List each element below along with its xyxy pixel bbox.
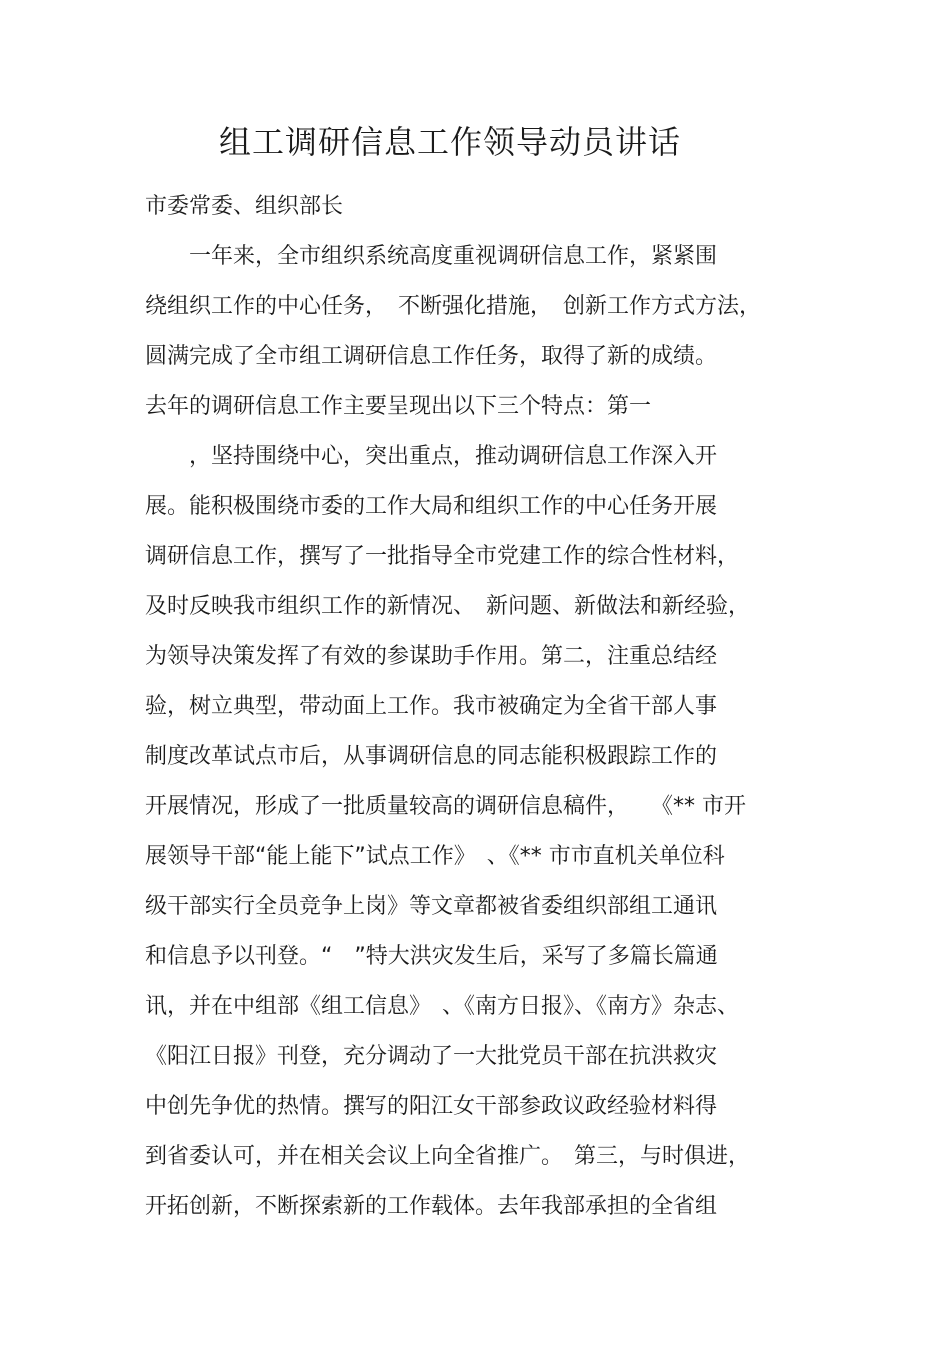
- body-line: 展。能积极围绕市委的工作大局和组织工作的中心任务开展: [145, 494, 718, 519]
- body-line: 中创先争优的热情。撰写的阳江女干部参政议政经验材料得: [145, 1094, 718, 1119]
- body-line: 开展情况，形成了一批质量较高的调研信息稿件， 《** 市开: [145, 794, 746, 819]
- body-line: 绕组织工作的中心任务， 不断强化措施， 创新工作方式方法，: [145, 294, 762, 319]
- body-line: 去年的调研信息工作主要呈现出以下三个特点：第一: [145, 394, 652, 419]
- body-line: ，坚持围绕中心，突出重点，推动调研信息工作深入开: [145, 444, 718, 469]
- body-line: 调研信息工作，撰写了一批指导全市党建工作的综合性材料，: [145, 544, 740, 569]
- speaker-byline: 市委常委、组织部长: [145, 194, 344, 219]
- body-line: 一年来，全市组织系统高度重视调研信息工作，紧紧围: [145, 244, 718, 269]
- body-line: 到省委认可，并在相关会议上向全省推广。 第三，与时俱进，: [145, 1144, 751, 1169]
- body-line: 制度改革试点市后，从事调研信息的同志能积极跟踪工作的: [145, 744, 718, 769]
- body-line: 《阳江日报》刊登，充分调动了一大批党员干部在抗洪救灾: [145, 1044, 718, 1069]
- body-line: 级干部实行全员竞争上岗》等文章都被省委组织部组工通讯: [145, 894, 718, 919]
- body-line: 和信息予以刊登。“ ”特大洪灾发生后，采写了多篇长篇通: [145, 944, 718, 969]
- body-line: 圆满完成了全市组工调研信息工作任务，取得了新的成绩。: [145, 344, 718, 369]
- body-line: 为领导决策发挥了有效的参谋助手作用。第二，注重总结经: [145, 644, 718, 669]
- body-line: 展领导干部“能上能下”试点工作》 、《** 市市直机关单位科: [145, 844, 725, 869]
- body-line: 开拓创新，不断探索新的工作载体。去年我部承担的全省组: [145, 1194, 718, 1219]
- body-line: 讯，并在中组部《组工信息》 、《南方日报》、《南方》杂志、: [145, 994, 740, 1019]
- body-line: 验，树立典型，带动面上工作。我市被确定为全省干部人事: [145, 694, 718, 719]
- document-title: 组工调研信息工作领导动员讲话: [218, 123, 681, 161]
- body-line: 及时反映我市组织工作的新情况、 新问题、新做法和新经验，: [145, 594, 751, 619]
